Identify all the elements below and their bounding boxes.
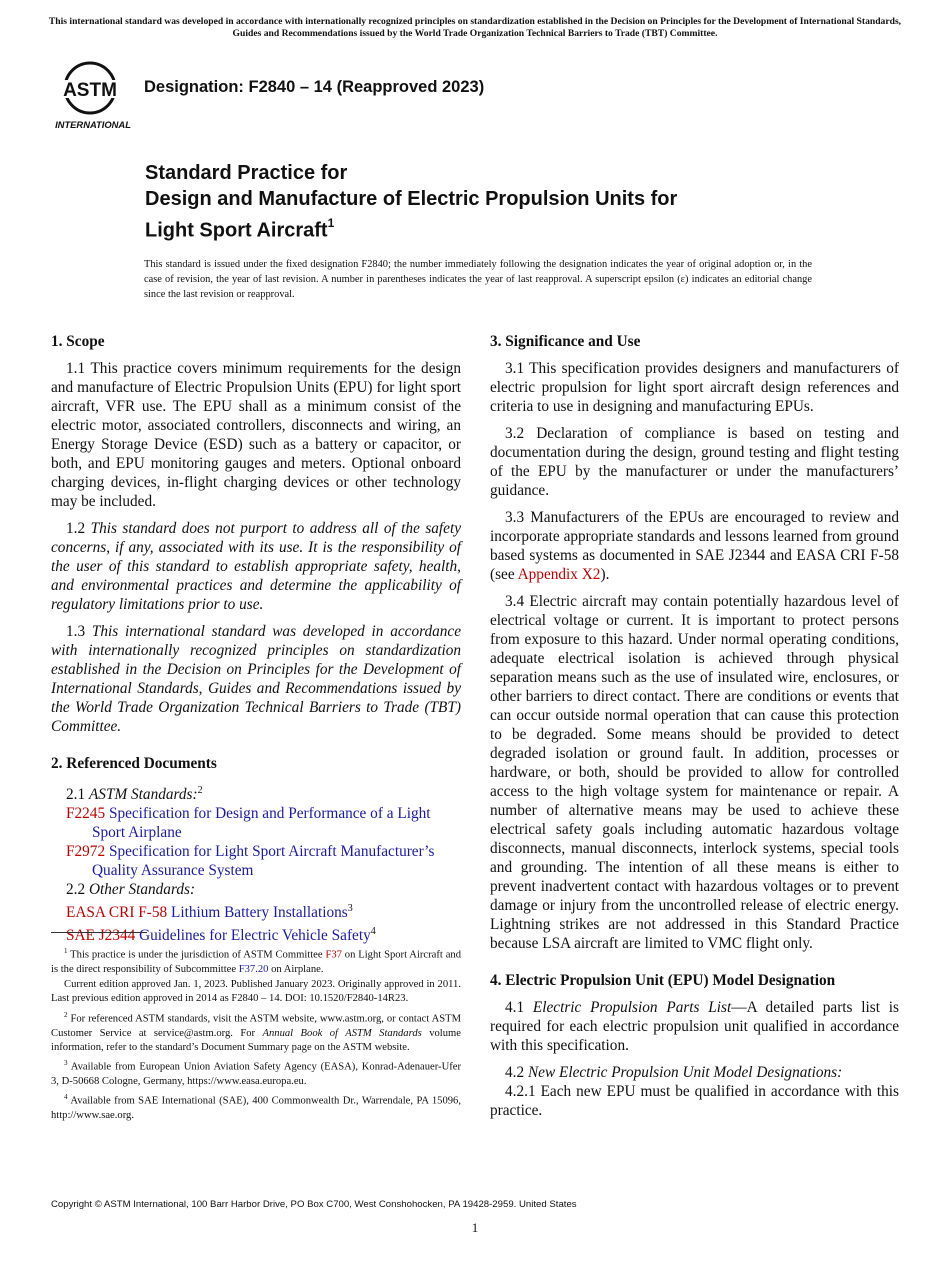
footnote-1-text-c: on Airplane. [268,963,324,975]
title-line-1: Standard Practice for [145,162,348,184]
paragraph-3-3-text-a: 3.3 Manufacturers of the EPUs are encouraged to review and incorporate appropriate standards and lessons learned from ground based systems as documented in SAE J2344 and EASA CRI F-58 (see [490,509,899,583]
title-footnote-mark: 1 [327,216,335,230]
paragraph-4-1-text: —A detailed parts list is required for each electric propulsion unit qualified in accordance with this specification. [490,999,900,1054]
paragraph-4-1 [490,998,899,1055]
reference-footnote-mark: 4 [370,926,376,938]
astm-logo [52,56,136,132]
footnote-2-text-a: For referenced ASTM standards, visit the ASTM website, www.astm.org, or contact ASTM Customer Service at service@astm.org. For [51,1013,462,1039]
top-notice: This international standard was developed in accordance with internationally recognized principles on standardization established in the Decision on Principles for the Development of International Standards, Guides and Recommendations issued by the World Trade Organization Technical Barriers to Trade (TBT) Committee. [48,16,902,39]
reference-f2972[interactable] [51,842,461,880]
footnote-4-text: Available from SAE International (SAE), 400 Commonwealth Dr., Warrendale, PA 15096, http://www.sae.org. [51,1095,461,1122]
logo-subtext: INTERNATIONAL [55,119,131,130]
reference-title[interactable]: Lithium Battery Installations [170,904,348,922]
footnote-3-mark: 3 [64,1059,68,1068]
footnote-1-edition: Current edition approved Jan. 1, 2023. Published January 2023. Originally approved in 2011. Last previous edition approved in 2014 as F2840 – 14. DOI: 10.1520/F2840-14R23. [51,979,461,1005]
scope-heading: 1. Scope [51,333,105,350]
astm-standards-footnote-mark: 2 [197,785,203,796]
reference-title[interactable]: Specification for Light Sport Aircraft Manufacturer’s Quality Assurance System [92,843,435,880]
paragraph-3-2: 3.2 Declaration of compliance is based on testing and documentation during the design, ground testing and flight testing of the EPU by the manufacturer or under the manufacturers’ guidance. [490,425,899,499]
paragraph-3-3-text-b: ). [600,566,610,583]
paragraph-3-3 [490,508,899,584]
paragraph-1-3 [51,622,461,736]
paragraph-4-2-italic: New Electric Propulsion Unit Model Designations: [527,1064,843,1081]
other-standards-text: Other Standards: [88,881,196,899]
reference-code[interactable]: F2245 [66,805,106,823]
paragraph-1-2 [51,519,461,614]
committee-f37-link[interactable]: F37 [325,949,342,961]
reference-f2245[interactable] [51,804,461,842]
footnote-1-mark: 1 [64,947,68,955]
footnote-3 [51,1056,461,1089]
astm-standards-label [51,781,461,804]
reference-title[interactable]: Specification for Design and Performance of a Light Sport Airplane [92,805,431,842]
paragraph-4-1-italic: Electric Propulsion Parts List [532,999,732,1016]
paragraph-4-2-1: 4.2.1 Each new EPU must be qualified in accordance with this practice. [490,1083,899,1119]
footnotes [51,944,461,1124]
title-line-3-text: Light Sport Aircraft [145,219,328,242]
footnote-1-text-a: This practice is under the jurisdiction of ASTM Committee [70,949,326,961]
astm-standards-number: 2.1 [66,786,86,804]
intro-note: This standard is issued under the fixed designation F2840; the number immediately following the designation indicates the year of original adoption or, in the case of revision, the year of last revision. A number in parentheses indicates the year of last reapproval. A superscript epsilon (ε) indicates an editorial change since the last revision or reapproval. [144,259,812,300]
reference-easa-cri-f58[interactable] [51,899,461,922]
right-column [490,332,899,1128]
significance-heading: 3. Significance and Use [490,333,641,350]
paragraph-1-1: 1.1 This practice covers minimum requirements for the design and manufacture of Electric Propulsion Units (EPU) for light sport aircraft, VFR use. The EPU shall as a minimum consist of the electric motor, associated controllers, disconnects and wiring, an Energy Storage Device (ESD) such as a battery or capacitor, or both, and EPU monitoring gauges and meters. Optional onboard charging devices, in-flight charging devices or other technology may be included. [51,360,461,510]
logo-text: ASTM [63,80,117,101]
footnote-3-text: Available from European Union Aviation Safety Agency (EASA), Konrad-Adenauer-Ufer 3, D-50668 Cologne, Germany, https://www.easa.europa.eu. [51,1061,461,1087]
reference-code[interactable]: EASA CRI F-58 [66,904,168,922]
referenced-documents-heading: 2. Referenced Documents [51,755,217,772]
other-standards-number: 2.2 [66,881,86,899]
footnote-2-text-b: volume information, refer to the standard’s Document Summary page on the ASTM website. [51,1027,461,1053]
reference-title[interactable]: Guidelines for Electric Vehicle Safety [139,927,371,945]
appendix-x2-link[interactable]: Appendix X2 [517,566,601,583]
footnote-1 [51,944,461,977]
paragraph-1-3-text: This international standard was developed in accordance with internationally recognized principles on standardization established in the Decision on Principles for the Development of International Standards, Guides and Recommendations issued by the World Trade Organization Technical Barriers to Trade (TBT) Committee. [51,623,461,735]
document-title [145,160,865,244]
footnote-2-mark: 2 [64,1010,68,1019]
footnote-2-italic: Annual Book of ASTM Standards [262,1027,422,1039]
title-line-2: Design and Manufacture of Electric Propulsion Units for [145,188,678,210]
astm-standards-text: ASTM Standards: [88,786,198,804]
designation: Designation: F2840 – 14 (Reapproved 2023) [144,78,485,96]
paragraph-1-3-number: 1.3 [66,623,86,640]
footnote-4 [51,1090,461,1123]
other-standards-label [51,880,461,899]
page-number: 1 [471,1220,479,1235]
paragraph-1-2-number: 1.2 [66,520,86,537]
footnote-1-text-b: on Light Sport Aircraft and is the direct responsibility of Subcommittee [51,949,461,975]
reference-code[interactable]: F2972 [66,843,106,861]
paragraph-3-1: 3.1 This specification provides designers and manufacturers of electric propulsion for light sport aircraft design references and criteria to use in designing and manufacturing EPUs. [490,360,899,415]
paragraph-3-4: 3.4 Electric aircraft may contain potentially hazardous level of electrical voltage or current. It is important to protect persons from exposure to this hazard. Under normal operating conditions, adequate electrical isolation is achieved through physical separation means such as the use of insulated wire, enclosures, or other barriers to direct contact. There are conditions or events that can occur outside normal operation that can cause this protection to be degraded. Some means should be provided to detect degraded isolation or ground fault. In addition, processes or hardware, or both, should be provided to allow for controlled access to the high voltage system for maintenance or repair. A number of alternative means may be used to achieve these electrical safety goals including automatic hazardous voltage disconnects, manual disconnects, interlock systems, special tools and grounding. The intention of all these means is either to prevent inadvertent contact with hazardous voltages or to prevent damage or injury from the uncontrolled release of electric energy. Lightning strikes are not addressed in this Standard Practice because LSA aircraft are limited to VMC flight only. [490,593,899,952]
title-line-3 [145,212,865,244]
left-column [51,332,461,945]
reference-code[interactable]: SAE J2344 [66,927,136,945]
footnote-2 [51,1008,461,1055]
paragraph-1-2-text: This standard does not purport to address all of the safety concerns, if any, associated with its use. It is the responsibility of the user of this standard to establish appropriate safety, health, and environmental practices and determine the applicability of regulatory limitations prior to use. [51,520,462,613]
footnote-divider [51,932,147,933]
reference-footnote-mark: 3 [347,903,353,915]
footnote-4-mark: 4 [64,1093,68,1102]
reference-sae-j2344[interactable] [51,922,461,945]
paragraph-4-2-number: 4.2 [505,1064,525,1081]
paragraph-4-1-number: 4.1 [505,999,525,1016]
subcommittee-f37-20-link[interactable]: F37.20 [238,963,269,975]
copyright-line: Copyright © ASTM International, 100 Barr Harbor Drive, PO Box C700, West Conshohocken, PA 19428-2959. United States [51,1199,577,1210]
epu-designation-heading: 4. Electric Propulsion Unit (EPU) Model Designation [490,972,836,989]
paragraph-4-2 [490,1063,899,1082]
